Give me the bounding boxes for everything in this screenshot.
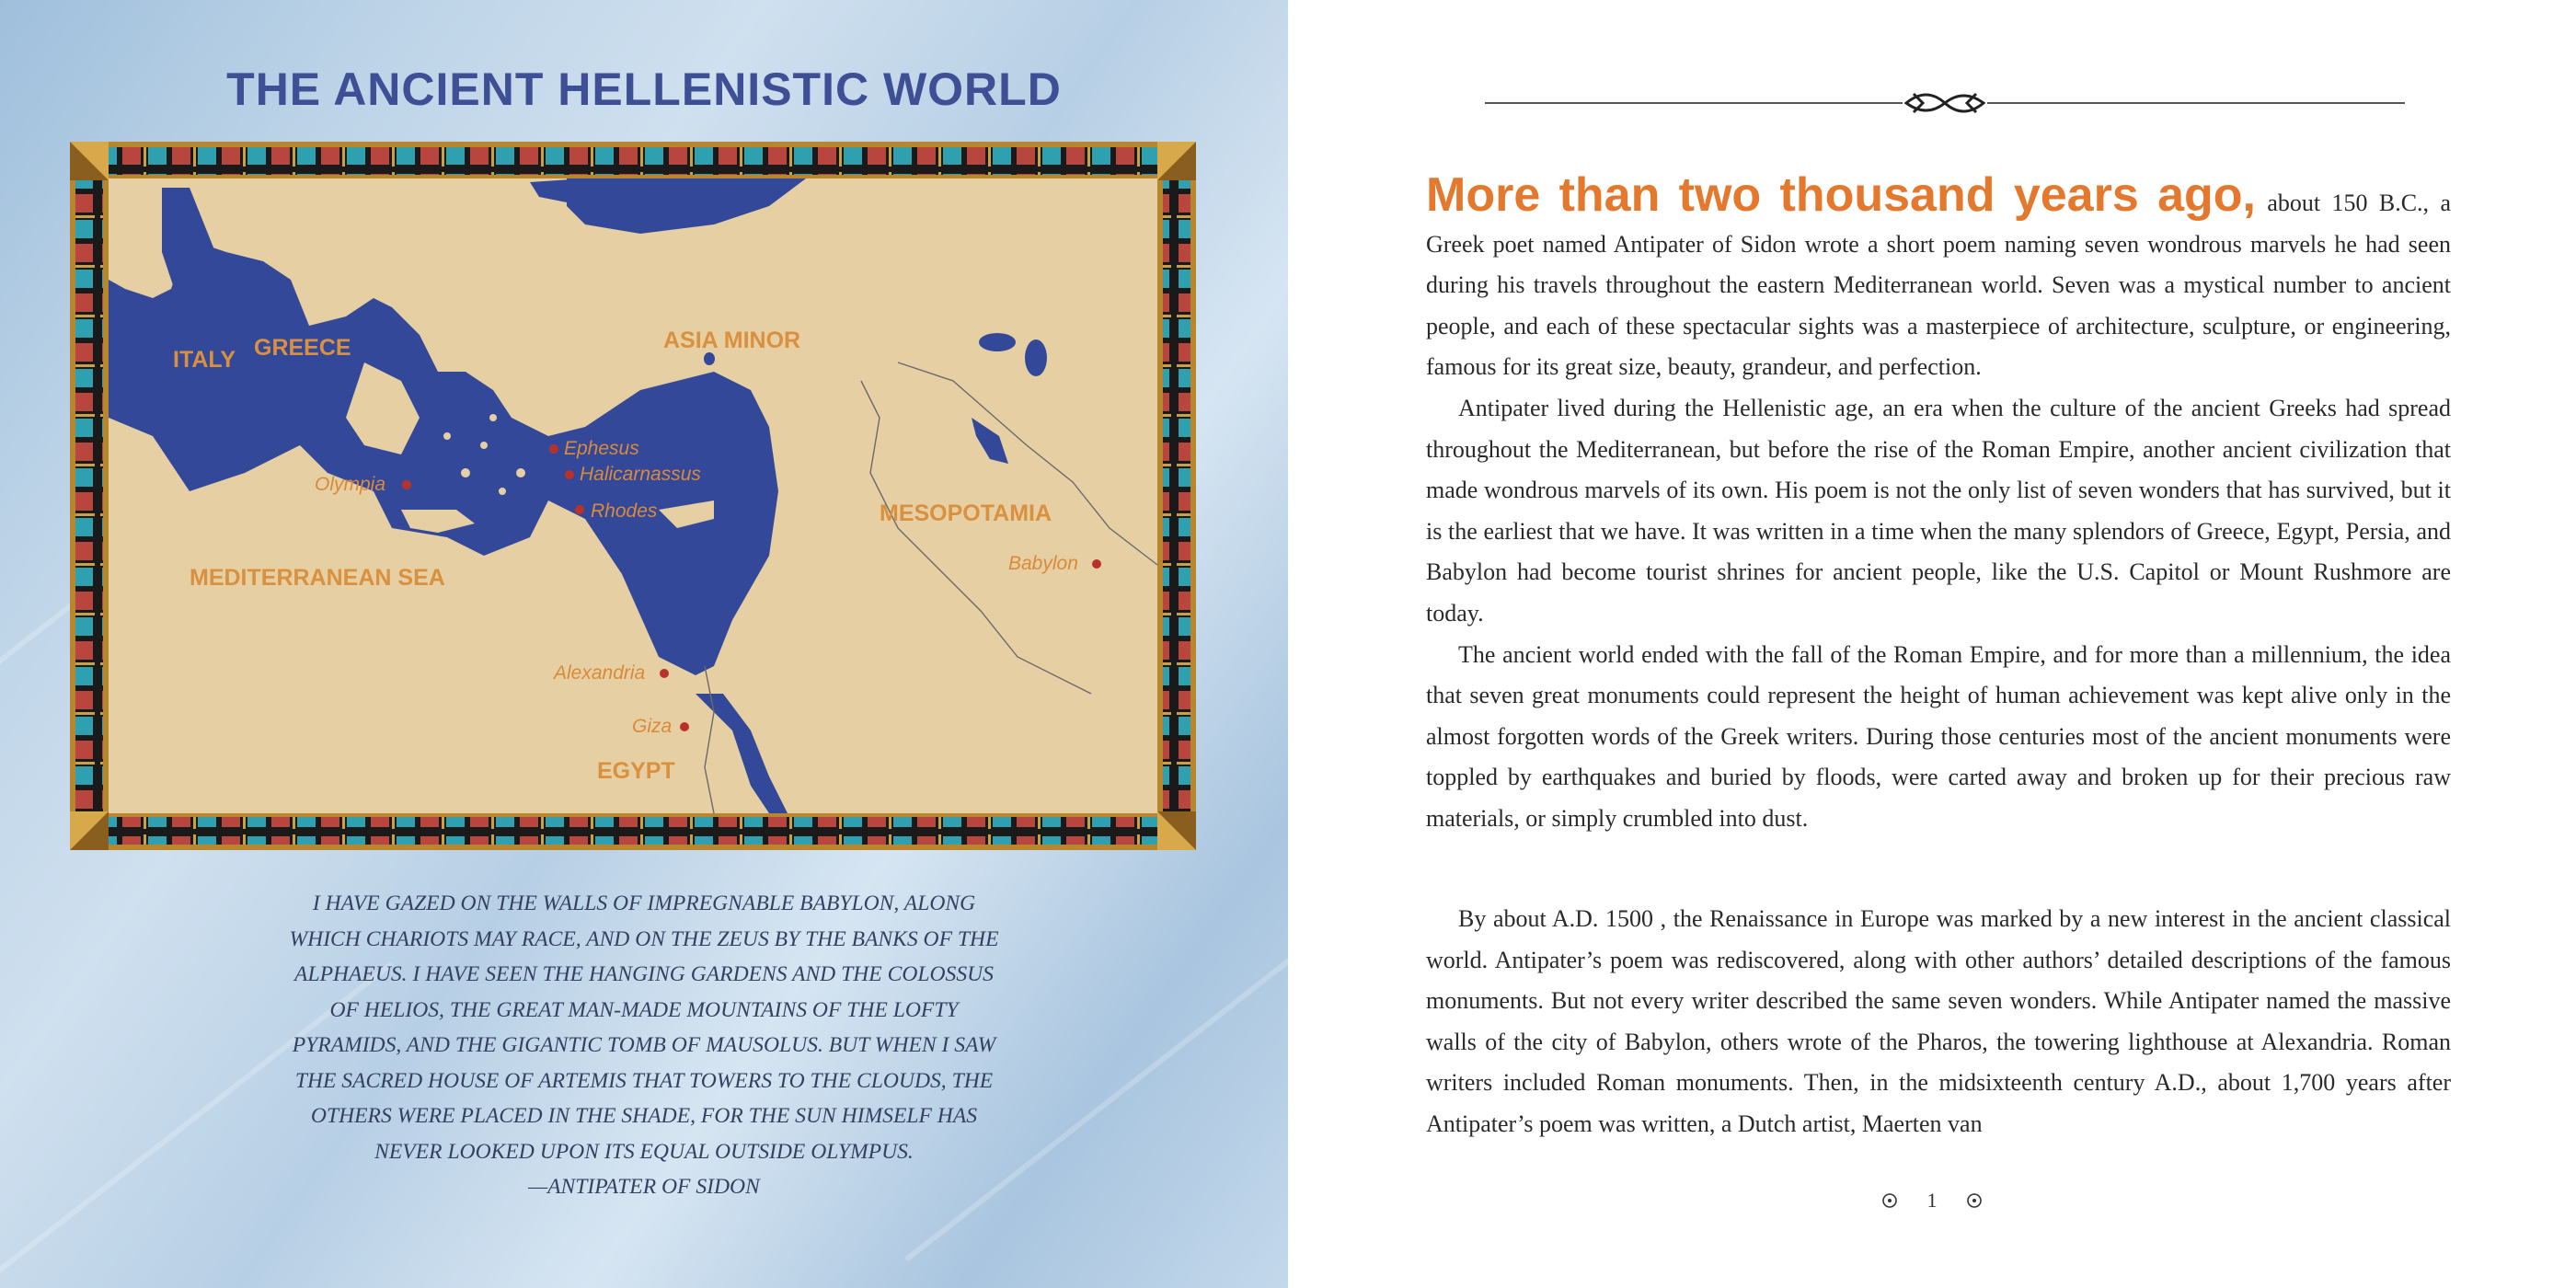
ring-dot-icon	[1968, 1194, 1981, 1207]
ring-dot-icon	[1883, 1194, 1896, 1207]
right-page	[1288, 0, 2576, 1288]
lead-heading: More than two thousand years ago,	[1426, 168, 2256, 222]
map-label-greece: GREECE	[254, 335, 351, 361]
city-dot-ephesus	[549, 444, 558, 454]
hellenistic-world-map	[70, 142, 1196, 850]
city-dot-halicarnassus	[565, 470, 574, 479]
city-dot-olympia	[402, 480, 411, 489]
quote-line: NEVER LOOKED UPON ITS EQUAL OUTSIDE OLYMPUS.	[374, 1139, 914, 1164]
map-label-italy: ITALY	[173, 347, 236, 373]
body-text-top	[1426, 168, 2451, 840]
city-label-babylon: Babylon	[1008, 553, 1078, 574]
quote-line: ALPHAEUS. I HAVE SEEN THE HANGING GARDENS AND THE COLOSSUS	[294, 962, 994, 986]
map-label-egypt: EGYPT	[597, 758, 675, 784]
antipater-quote	[221, 886, 1067, 1205]
paragraph-fall-of-rome: The ancient world ended with the fall of the Roman Empire, and for more than a millennium, the idea that seven great monuments could represent the height of human achievement was kept alive only in the almost forgotten words of the Greek writers. During those centuries most of the ancient monuments were toppled by earthquakes and buried by floods, were carted away and broken up for their precious raw materials, or simply crumbled into dust.	[1426, 640, 2451, 832]
page-number: 1	[1926, 1189, 1938, 1212]
quote-line: THE SACRED HOUSE OF ARTEMIS THAT TOWERS TO THE CLOUDS, THE	[294, 1068, 994, 1093]
quote-line: I HAVE GAZED ON THE WALLS OF IMPREGNABLE BABYLON, ALONG	[312, 891, 976, 915]
city-dot-babylon	[1092, 559, 1101, 569]
quote-line: OF HELIOS, THE GREAT MAN-MADE MOUNTAINS OF THE LOFTY	[329, 997, 959, 1022]
city-label-alexandria: Alexandria	[554, 662, 646, 684]
paragraph-renaissance: By about A.D. 1500 , the Renaissance in Europe was marked by a new interest in the ancient classical world. Antipater’s poem was rediscovered, along with other authors’ detailed descriptions of the famous monuments. But not every writer described the same seven wonders. While Antipater named the massive walls of the city of Babylon, others wrote of the Pharos, the towering lighthouse at Alexandria. Roman writers included Roman monuments. Then, in the midsixteenth century A.D., about 1,700 years after Antipater’s poem was written, a Dutch artist, Maerten van	[1426, 905, 2451, 1137]
city-label-ephesus: Ephesus	[564, 438, 639, 459]
quote-line: WHICH CHARIOTS MAY RACE, AND ON THE ZEUS BY THE BANKS OF THE	[289, 926, 999, 951]
map-title: THE ANCIENT HELLENISTIC WORLD	[226, 63, 1062, 115]
map-label-asia-minor: ASIA MINOR	[663, 328, 801, 353]
quote-line: OTHERS WERE PLACED IN THE SHADE, FOR THE SUN HIMSELF HAS	[310, 1104, 978, 1128]
paragraph-intro	[1426, 168, 2451, 388]
quote-attribution: —ANTIPATER OF SIDON	[528, 1175, 760, 1199]
eye-fish-flourish-icon	[1485, 83, 2405, 123]
body-text-bottom	[1426, 899, 2451, 1145]
city-label-halicarnassus: Halicarnassus	[580, 464, 701, 485]
city-dot-alexandria	[660, 669, 669, 678]
paragraph-hellenistic-age: Antipater lived during the Hellenistic age, an era when the culture of the ancient Greeks had spread throughout the Mediterranean, but before the rise of the Roman Empire, another ancient civilization that made wondrous marvels of its own. His poem is not the only list of seven wonders that has survived, but it is the earliest that we have. It was written in a time when the many splendors of Greece, Egypt, Persia, and Babylon had become tourist shrines for ancient people, like the U.S. Capitol or Mount Rushmore are today.	[1426, 394, 2451, 627]
city-dot-rhodes	[575, 505, 584, 514]
paragraph-intro-rest: about 150 B.C., a Greek poet named Antipater of Sidon wrote a short poem naming seven wondrous marvels he had seen during his travels throughout the eastern Mediterranean world. Seven was a mystical number to ancient people, and each of these spectacular sights was a masterpiece of architecture, sculpture, or engineering, famous for its great size, beauty, grandeur, and perfection.	[1426, 190, 2451, 381]
city-dot-giza	[680, 722, 689, 731]
page-number-footer	[1288, 1187, 2576, 1214]
quote-line: PYRAMIDS, AND THE GIGANTIC TOMB OF MAUSOLUS. BUT WHEN I SAW	[292, 1033, 996, 1057]
city-label-olympia: Olympia	[315, 474, 386, 495]
map-label-mesopotamia: MESOPOTAMIA	[880, 500, 1052, 526]
city-label-rhodes: Rhodes	[591, 500, 658, 522]
map-label-mediterranean-sea: MEDITERRANEAN SEA	[190, 565, 445, 591]
city-label-giza: Giza	[632, 716, 673, 737]
